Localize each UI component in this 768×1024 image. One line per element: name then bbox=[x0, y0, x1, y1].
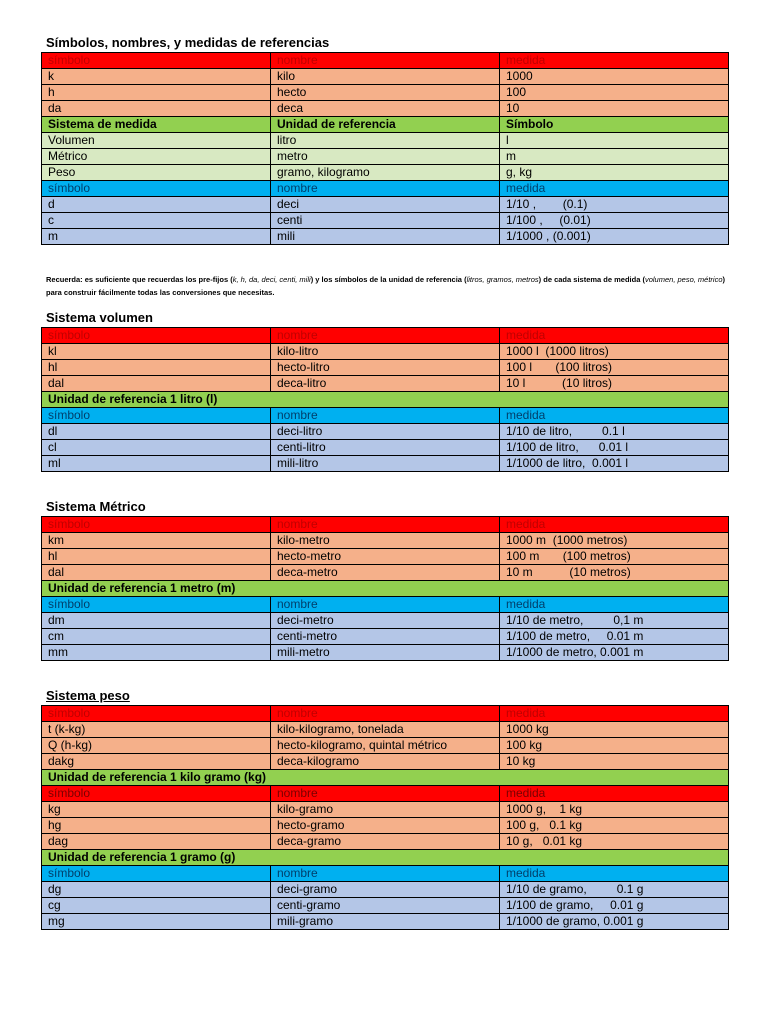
cell: d bbox=[42, 197, 271, 213]
header-cell: Símbolo bbox=[500, 117, 729, 133]
cell: 100 l (100 litros) bbox=[500, 360, 729, 376]
header-cell: nombre bbox=[271, 517, 500, 533]
table-header-row bbox=[42, 408, 729, 424]
table-volumen bbox=[41, 327, 728, 472]
cell: deca-gramo bbox=[271, 834, 500, 850]
section-title-peso: Sistema peso bbox=[46, 688, 130, 703]
header-cell: medida bbox=[500, 181, 729, 197]
cell: dl bbox=[42, 424, 271, 440]
cell: 1000 g, 1 kg bbox=[500, 802, 729, 818]
cell: 1/1000 , (0.001) bbox=[500, 229, 729, 245]
table-row bbox=[42, 565, 729, 581]
header-cell: símbolo bbox=[42, 181, 271, 197]
cell: metro bbox=[271, 149, 500, 165]
table-row bbox=[42, 549, 729, 565]
table-row bbox=[42, 360, 729, 376]
cell: 1/100 de gramo, 0.01 g bbox=[500, 898, 729, 914]
cell: kilo-gramo bbox=[271, 802, 500, 818]
cell: 1/100 , (0.01) bbox=[500, 213, 729, 229]
cell: 10 m (10 metros) bbox=[500, 565, 729, 581]
table-row bbox=[42, 914, 729, 930]
cell: litro bbox=[271, 133, 500, 149]
table-row bbox=[42, 722, 729, 738]
cell: 100 g, 0.1 kg bbox=[500, 818, 729, 834]
table-header-row bbox=[42, 786, 729, 802]
cell: dakg bbox=[42, 754, 271, 770]
cell: hecto bbox=[271, 85, 500, 101]
header-cell: nombre bbox=[271, 328, 500, 344]
cell: da bbox=[42, 101, 271, 117]
cell: deca bbox=[271, 101, 500, 117]
cell: kl bbox=[42, 344, 271, 360]
header-cell: símbolo bbox=[42, 328, 271, 344]
cell: 1/10 de metro, 0,1 m bbox=[500, 613, 729, 629]
cell: deca-litro bbox=[271, 376, 500, 392]
table-row bbox=[42, 85, 729, 101]
header-cell: medida bbox=[500, 408, 729, 424]
unit-reference-cell: Unidad de referencia 1 gramo (g) bbox=[42, 850, 729, 866]
header-cell: símbolo bbox=[42, 786, 271, 802]
cell: kilo-litro bbox=[271, 344, 500, 360]
cell: 1000 l (1000 litros) bbox=[500, 344, 729, 360]
unit-reference-cell: Unidad de referencia 1 kilo gramo (kg) bbox=[42, 770, 729, 786]
header-cell: Unidad de referencia bbox=[271, 117, 500, 133]
table-header-row bbox=[42, 597, 729, 613]
header-cell: medida bbox=[500, 53, 729, 69]
cell: 1000 kg bbox=[500, 722, 729, 738]
table-row bbox=[42, 133, 729, 149]
cell: cl bbox=[42, 440, 271, 456]
table-metrico bbox=[41, 516, 728, 661]
table-row bbox=[42, 802, 729, 818]
cell: dal bbox=[42, 565, 271, 581]
unit-reference-row bbox=[42, 392, 729, 408]
cell: g, kg bbox=[500, 165, 729, 181]
reference-header-row bbox=[42, 117, 729, 133]
cell: mili-gramo bbox=[271, 914, 500, 930]
header-cell: medida bbox=[500, 597, 729, 613]
table-row bbox=[42, 424, 729, 440]
note-part: Recuerda: es suficiente que recuerdas los pre-fijos ( bbox=[46, 275, 233, 284]
table-row bbox=[42, 197, 729, 213]
cell: Peso bbox=[42, 165, 271, 181]
table-row bbox=[42, 834, 729, 850]
cell: hecto-litro bbox=[271, 360, 500, 376]
table-row bbox=[42, 344, 729, 360]
table-row bbox=[42, 533, 729, 549]
volumen-table bbox=[41, 327, 729, 472]
table-row bbox=[42, 149, 729, 165]
cell: ml bbox=[42, 456, 271, 472]
unit-reference-row bbox=[42, 770, 729, 786]
reference-table bbox=[41, 52, 729, 245]
table-referencias bbox=[41, 52, 728, 245]
unit-reference-row bbox=[42, 581, 729, 597]
cell: gramo, kilogramo bbox=[271, 165, 500, 181]
table-row bbox=[42, 440, 729, 456]
note-part: ) de cada sistema de medida ( bbox=[538, 275, 645, 284]
cell: 1/1000 de metro, 0.001 m bbox=[500, 645, 729, 661]
cell: l bbox=[500, 133, 729, 149]
header-cell: nombre bbox=[271, 706, 500, 722]
cell: hecto-gramo bbox=[271, 818, 500, 834]
table-header-row bbox=[42, 866, 729, 882]
table-row bbox=[42, 229, 729, 245]
cell: 1000 m (1000 metros) bbox=[500, 533, 729, 549]
table-row bbox=[42, 754, 729, 770]
cell: 10 g, 0.01 kg bbox=[500, 834, 729, 850]
cell: 1/10 de litro, 0.1 l bbox=[500, 424, 729, 440]
header-cell: Sistema de medida bbox=[42, 117, 271, 133]
cell: km bbox=[42, 533, 271, 549]
cell: 1/10 , (0.1) bbox=[500, 197, 729, 213]
unit-reference-cell: Unidad de referencia 1 metro (m) bbox=[42, 581, 729, 597]
table-row bbox=[42, 818, 729, 834]
section-title-referencias: Símbolos, nombres, y medidas de referencias bbox=[46, 35, 330, 50]
cell: deca-kilogramo bbox=[271, 754, 500, 770]
table-header-row bbox=[42, 181, 729, 197]
table-header-row bbox=[42, 53, 729, 69]
cell: 1/100 de metro, 0.01 m bbox=[500, 629, 729, 645]
header-cell: nombre bbox=[271, 408, 500, 424]
cell: m bbox=[500, 149, 729, 165]
section-title-volumen: Sistema volumen bbox=[46, 310, 153, 325]
header-cell: nombre bbox=[271, 866, 500, 882]
header-cell: nombre bbox=[271, 181, 500, 197]
cell: h bbox=[42, 85, 271, 101]
cell: mili-metro bbox=[271, 645, 500, 661]
cell: centi bbox=[271, 213, 500, 229]
cell: dag bbox=[42, 834, 271, 850]
cell: Q (h-kg) bbox=[42, 738, 271, 754]
header-cell: símbolo bbox=[42, 517, 271, 533]
cell: hl bbox=[42, 549, 271, 565]
cell: deci-gramo bbox=[271, 882, 500, 898]
cell: 1/100 de litro, 0.01 l bbox=[500, 440, 729, 456]
cell: hecto-kilogramo, quintal métrico bbox=[271, 738, 500, 754]
header-cell: medida bbox=[500, 866, 729, 882]
cell: kilo bbox=[271, 69, 500, 85]
header-cell: medida bbox=[500, 706, 729, 722]
table-row bbox=[42, 613, 729, 629]
peso-table bbox=[41, 705, 729, 930]
cell: deca-metro bbox=[271, 565, 500, 581]
cell: mm bbox=[42, 645, 271, 661]
table-row bbox=[42, 898, 729, 914]
table-row bbox=[42, 376, 729, 392]
reminder-note bbox=[46, 273, 726, 299]
cell: deci bbox=[271, 197, 500, 213]
cell: 1/1000 de litro, 0.001 l bbox=[500, 456, 729, 472]
cell: kg bbox=[42, 802, 271, 818]
table-peso bbox=[41, 705, 728, 930]
table-header-row bbox=[42, 328, 729, 344]
note-part: volumen, peso, métrico bbox=[644, 275, 723, 284]
cell: 100 bbox=[500, 85, 729, 101]
cell: kilo-kilogramo, tonelada bbox=[271, 722, 500, 738]
cell: kilo-metro bbox=[271, 533, 500, 549]
header-cell: nombre bbox=[271, 786, 500, 802]
cell: cg bbox=[42, 898, 271, 914]
header-cell: símbolo bbox=[42, 866, 271, 882]
header-cell: símbolo bbox=[42, 597, 271, 613]
cell: 100 kg bbox=[500, 738, 729, 754]
cell: 10 kg bbox=[500, 754, 729, 770]
header-cell: nombre bbox=[271, 53, 500, 69]
cell: centi-gramo bbox=[271, 898, 500, 914]
table-row bbox=[42, 213, 729, 229]
note-part: ) y los símbolos de la unidad de referencia ( bbox=[310, 275, 467, 284]
cell: 100 m (100 metros) bbox=[500, 549, 729, 565]
note-part: k, h, da, deci, centi, mili bbox=[232, 275, 311, 284]
table-row bbox=[42, 629, 729, 645]
cell: centi-metro bbox=[271, 629, 500, 645]
note-part: ) para construir fácilmente todas las conversiones que necesitas. bbox=[46, 275, 726, 297]
cell: c bbox=[42, 213, 271, 229]
cell: mili bbox=[271, 229, 500, 245]
cell: 1000 bbox=[500, 69, 729, 85]
cell: Volumen bbox=[42, 133, 271, 149]
cell: dm bbox=[42, 613, 271, 629]
cell: mili-litro bbox=[271, 456, 500, 472]
cell: t (k-kg) bbox=[42, 722, 271, 738]
table-header-row bbox=[42, 706, 729, 722]
cell: Métrico bbox=[42, 149, 271, 165]
table-row bbox=[42, 738, 729, 754]
table-row bbox=[42, 456, 729, 472]
table-row bbox=[42, 165, 729, 181]
header-cell: medida bbox=[500, 517, 729, 533]
header-cell: nombre bbox=[271, 597, 500, 613]
header-cell: símbolo bbox=[42, 706, 271, 722]
cell: hg bbox=[42, 818, 271, 834]
cell: dg bbox=[42, 882, 271, 898]
table-row bbox=[42, 101, 729, 117]
header-cell: símbolo bbox=[42, 53, 271, 69]
section-title-metrico: Sistema Métrico bbox=[46, 499, 146, 514]
note-part: litros, gramos, metros bbox=[466, 275, 539, 284]
cell: dal bbox=[42, 376, 271, 392]
header-cell: medida bbox=[500, 786, 729, 802]
cell: m bbox=[42, 229, 271, 245]
cell: mg bbox=[42, 914, 271, 930]
cell: hecto-metro bbox=[271, 549, 500, 565]
table-row bbox=[42, 69, 729, 85]
cell: centi-litro bbox=[271, 440, 500, 456]
table-header-row bbox=[42, 517, 729, 533]
table-row bbox=[42, 882, 729, 898]
cell: cm bbox=[42, 629, 271, 645]
cell: 10 l (10 litros) bbox=[500, 376, 729, 392]
header-cell: símbolo bbox=[42, 408, 271, 424]
cell: deci-litro bbox=[271, 424, 500, 440]
cell: k bbox=[42, 69, 271, 85]
cell: 1/10 de gramo, 0.1 g bbox=[500, 882, 729, 898]
cell: hl bbox=[42, 360, 271, 376]
metrico-table bbox=[41, 516, 729, 661]
cell: deci-metro bbox=[271, 613, 500, 629]
unit-reference-cell: Unidad de referencia 1 litro (l) bbox=[42, 392, 729, 408]
cell: 1/1000 de gramo, 0.001 g bbox=[500, 914, 729, 930]
unit-reference-row bbox=[42, 850, 729, 866]
cell: 10 bbox=[500, 101, 729, 117]
table-row bbox=[42, 645, 729, 661]
header-cell: medida bbox=[500, 328, 729, 344]
